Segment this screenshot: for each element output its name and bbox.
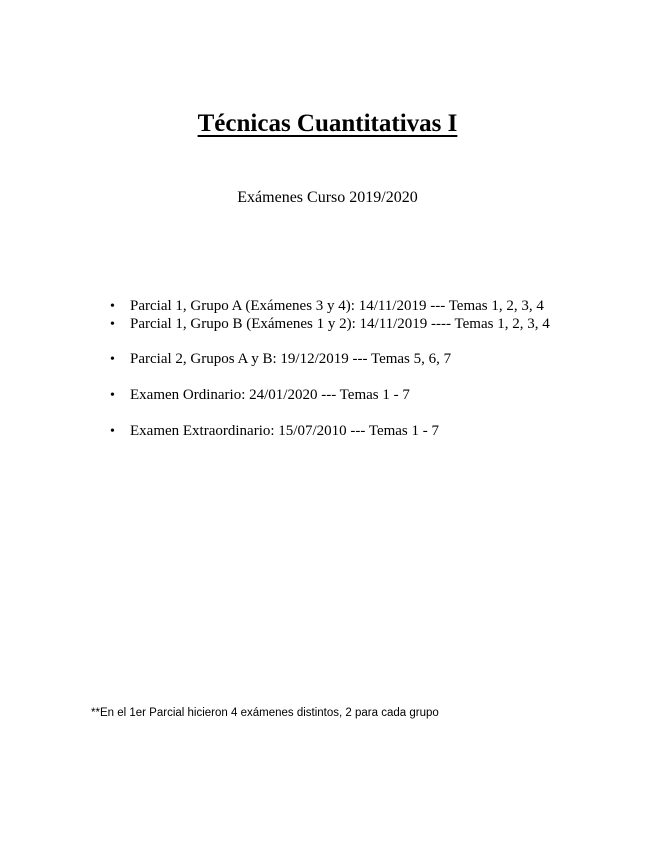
document-subtitle: Exámenes Curso 2019/2020 <box>237 189 418 206</box>
footnote: **En el 1er Parcial hicieron 4 exámenes distintos, 2 para cada grupo <box>91 707 439 719</box>
exam-item <box>110 314 550 335</box>
bullet-icon: • <box>110 388 115 403</box>
exam-item <box>110 421 439 442</box>
exam-item-text: Parcial 1, Grupo B (Exámenes 1 y 2): 14/11/2019 ---- Temas 1, 2, 3, 4 <box>130 316 550 332</box>
document-title <box>0 106 655 142</box>
exam-item-text: Parcial 2, Grupos A y B: 19/12/2019 --- Temas 5, 6, 7 <box>130 351 452 367</box>
bullet-icon: • <box>110 299 115 314</box>
title-text: Técnicas Cuantitativas I <box>197 110 458 137</box>
exam-item <box>110 385 410 406</box>
bullet-icon: • <box>110 352 115 367</box>
exam-item-text: Parcial 1, Grupo A (Exámenes 3 y 4): 14/11/2019 --- Temas 1, 2, 3, 4 <box>130 298 544 314</box>
bullet-icon: • <box>110 424 115 439</box>
exam-item-text: Examen Extraordinario: 15/07/2010 --- Temas 1 - 7 <box>130 423 440 439</box>
exam-item <box>110 349 451 370</box>
bullet-icon: • <box>110 317 115 332</box>
exam-item-text: Examen Ordinario: 24/01/2020 --- Temas 1 - 7 <box>130 387 410 403</box>
